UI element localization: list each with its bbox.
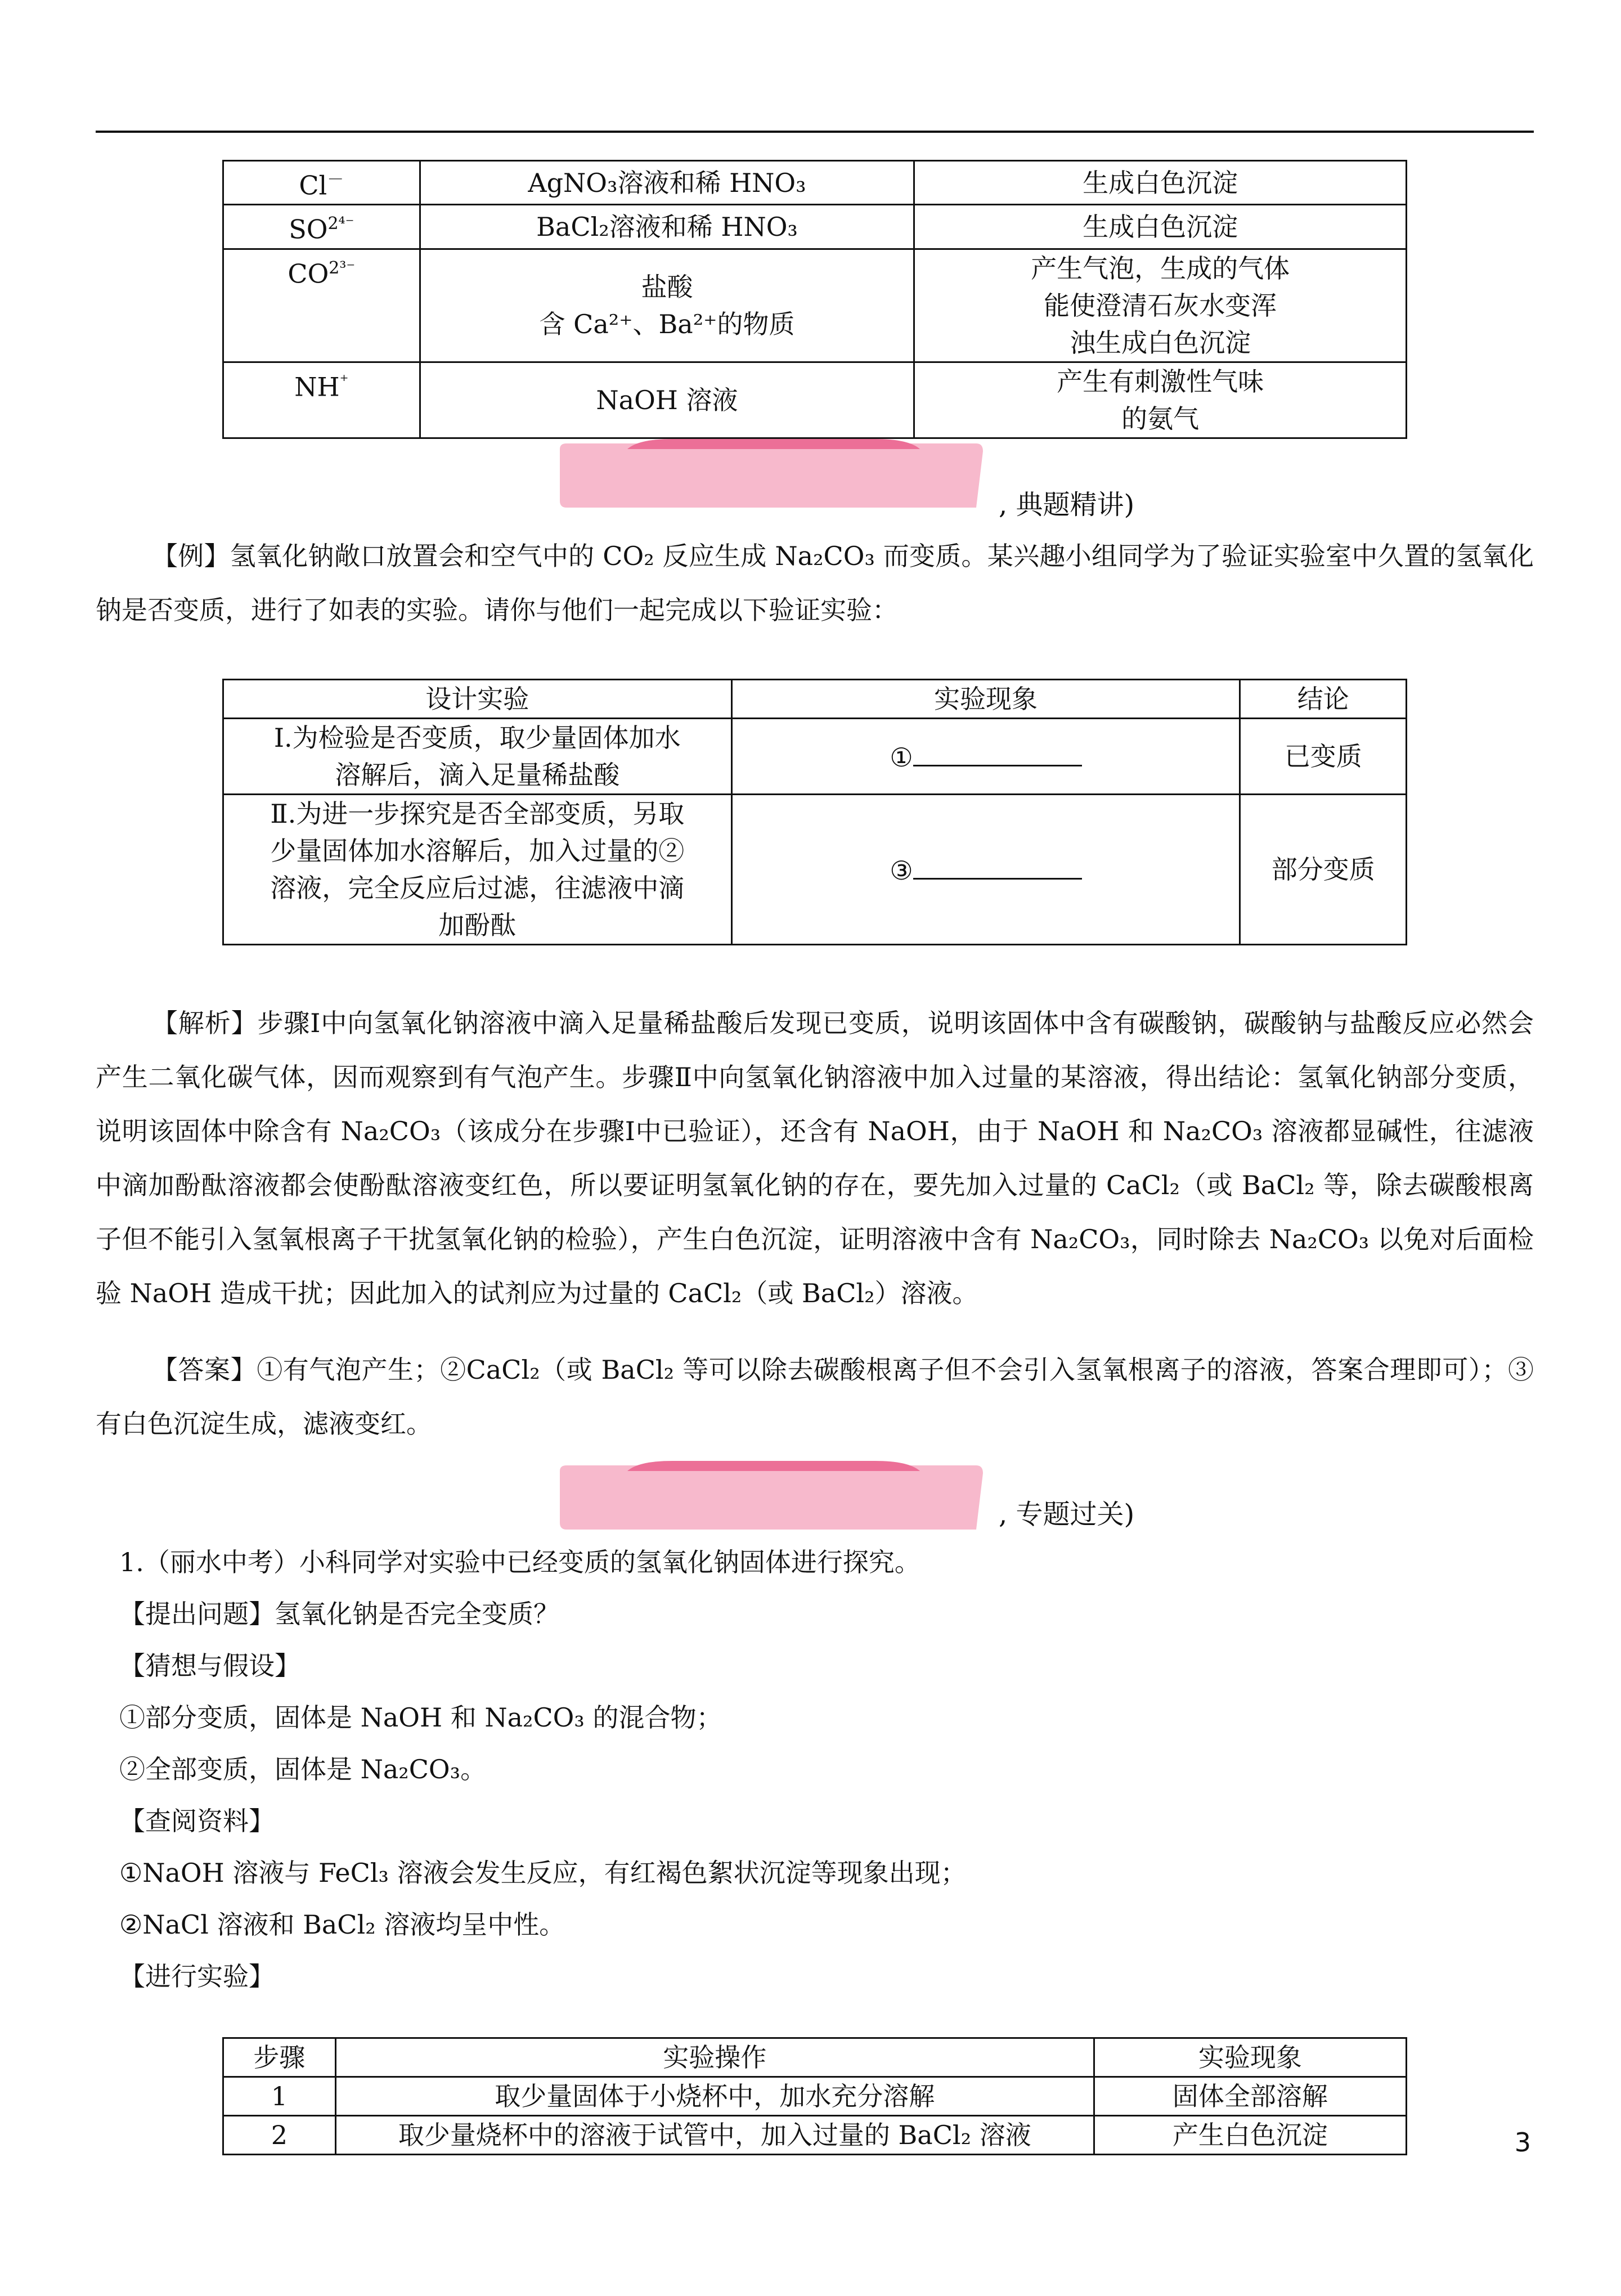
header-rule	[96, 131, 1534, 133]
step-table	[222, 2037, 1407, 2155]
table-row	[223, 205, 1407, 249]
answer-blank	[913, 737, 1082, 766]
step-cell: 1	[223, 2077, 336, 2116]
problem-line: 【进行实验】	[119, 1961, 275, 1992]
phenomenon-cell: 生成白色沉淀	[914, 161, 1407, 205]
problem-line: 【提出问题】氢氧化钠是否完全变质？	[119, 1599, 559, 1629]
phenomenon-cell: ①	[731, 719, 1240, 795]
header-cell: 实验现象	[731, 680, 1240, 719]
design-cell: Ⅰ.为检验是否变质，取少量固体加水 溶解后，滴入足量稀盐酸	[223, 719, 732, 795]
answer-blank	[913, 850, 1082, 880]
example-paragraph: 【例】氢氧化钠敞口放置会和空气中的 CO₂ 反应生成 Na₂CO₃ 而变质。某兴趣小组同学为了验证实验室中久置的氢氧化钠是否变质，进行了如表的实验。请你与他们一起完成以下验证实验：	[96, 541, 1534, 625]
phenomenon-cell: 生成白色沉淀	[914, 205, 1407, 249]
step-cell: 2	[223, 2116, 336, 2155]
reagent-cell: 盐酸 含 Ca²⁺、Ba²⁺的物质	[420, 249, 914, 362]
conclusion-cell: 部分变质	[1240, 795, 1407, 945]
section-label-zhuanti: , 专题过关)	[999, 1499, 1135, 1530]
phenomenon-cell: 产生气泡，生成的气体 能使澄清石灰水变浑 浊生成白色沉淀	[914, 249, 1407, 362]
ion-cell: NH⁺	[223, 362, 420, 438]
problem-line: 1.（丽水中考）小科同学对实验中已经变质的氢氧化钠固体进行探究。	[119, 1547, 920, 1577]
table-row	[223, 249, 1407, 362]
problem-line: 【猜想与假设】	[119, 1651, 300, 1681]
operation-cell: 取少量烧杯中的溶液于试管中，加入过量的 BaCl₂ 溶液	[335, 2116, 1094, 2155]
design-cell: Ⅱ.为进一步探究是否全部变质，另取 少量固体加水溶解后，加入过量的② 溶液，完全反应后过滤，往滤液中滴 加酚酞	[223, 795, 732, 945]
problem-line: ②NaCl 溶液和 BaCl₂ 溶液均呈中性。	[119, 1909, 565, 1940]
reagent-cell: NaOH 溶液	[420, 362, 914, 438]
phenomenon-cell: 产生白色沉淀	[1094, 2116, 1406, 2155]
ion-cell: Cl－	[223, 161, 420, 205]
table-row	[223, 161, 1407, 205]
problem-line: ①NaOH 溶液与 FeCl₃ 溶液会发生反应，有红褐色絮状沉淀等现象出现；	[119, 1858, 967, 1888]
page-number: 3	[1514, 2127, 1531, 2158]
table-row	[223, 2077, 1407, 2116]
phenomenon-cell: 固体全部溶解	[1094, 2077, 1406, 2116]
table-row	[223, 795, 1407, 945]
table-header-row	[223, 2038, 1407, 2077]
reagent-cell: BaCl₂溶液和稀 HNO₃	[420, 205, 914, 249]
ion-cell: $CO^{2^{3-}}$	[223, 249, 420, 362]
ion-test-table	[222, 160, 1407, 439]
table-row	[223, 2116, 1407, 2155]
conclusion-cell: 已变质	[1240, 719, 1407, 795]
answer-paragraph: 【答案】①有气泡产生；②CaCl₂（或 BaCl₂ 等可以除去碳酸根离子但不会引入氢氧根离子的溶液，答案合理即可）；③有白色沉淀生成，滤液变红。	[96, 1355, 1534, 1439]
header-cell: 实验现象	[1094, 2038, 1406, 2077]
section-label-dianti: , 典题精讲)	[999, 489, 1135, 521]
section-banner-graphic	[560, 1461, 987, 1533]
section-banner-graphic	[560, 439, 987, 511]
ion-cell: $SO^{2^{4-}}$	[223, 205, 420, 249]
reagent-cell: AgNO₃溶液和稀 HNO₃	[420, 161, 914, 205]
header-cell: 步骤	[223, 2038, 336, 2077]
table-row	[223, 719, 1407, 795]
header-cell: 设计实验	[223, 680, 732, 719]
table-row	[223, 362, 1407, 438]
header-cell: 结论	[1240, 680, 1407, 719]
analysis-paragraph: 【解析】步骤Ⅰ中向氢氧化钠溶液中滴入足量稀盐酸后发现已变质，说明该固体中含有碳酸钠，碳酸钠与盐酸反应必然会产生二氧化碳气体，因而观察到有气泡产生。步骤Ⅱ中向氢氧化钠溶液中加入过量的某溶液，得出结论：氢氧化钠部分变质，说明该固体中除含有 Na₂CO₃（该成分在步骤Ⅰ中已验证），还含有 NaOH，由于 NaOH 和 Na₂CO₃ 溶液都显碱性，往滤液中滴加酚酞溶液都会使酚酞溶液变红色，所以要证明氢氧化钠的存在，要先加入过量的 CaCl₂（或 BaCl₂ 等，除去碳酸根离子但不能引入氢氧根离子干扰氢氧化钠的检验），产生白色沉淀，证明溶液中含有 Na₂CO₃，同时除去 Na₂CO₃ 以免对后面检验 NaOH 造成干扰；因此加入的试剂应为过量的 CaCl₂（或 BaCl₂）溶液。	[96, 1008, 1534, 1308]
experiment-table	[222, 679, 1407, 945]
operation-cell: 取少量固体于小烧杯中，加水充分溶解	[335, 2077, 1094, 2116]
phenomenon-cell: ③	[731, 795, 1240, 945]
header-cell: 实验操作	[335, 2038, 1094, 2077]
problem-line: ②全部变质，固体是 Na₂CO₃。	[119, 1754, 487, 1784]
problem-line: ①部分变质，固体是 NaOH 和 Na₂CO₃ 的混合物；	[119, 1702, 722, 1733]
problem-line: 【查阅资料】	[119, 1806, 275, 1836]
phenomenon-cell: 产生有刺激性气味 的氨气	[914, 362, 1407, 438]
table-header-row	[223, 680, 1407, 719]
